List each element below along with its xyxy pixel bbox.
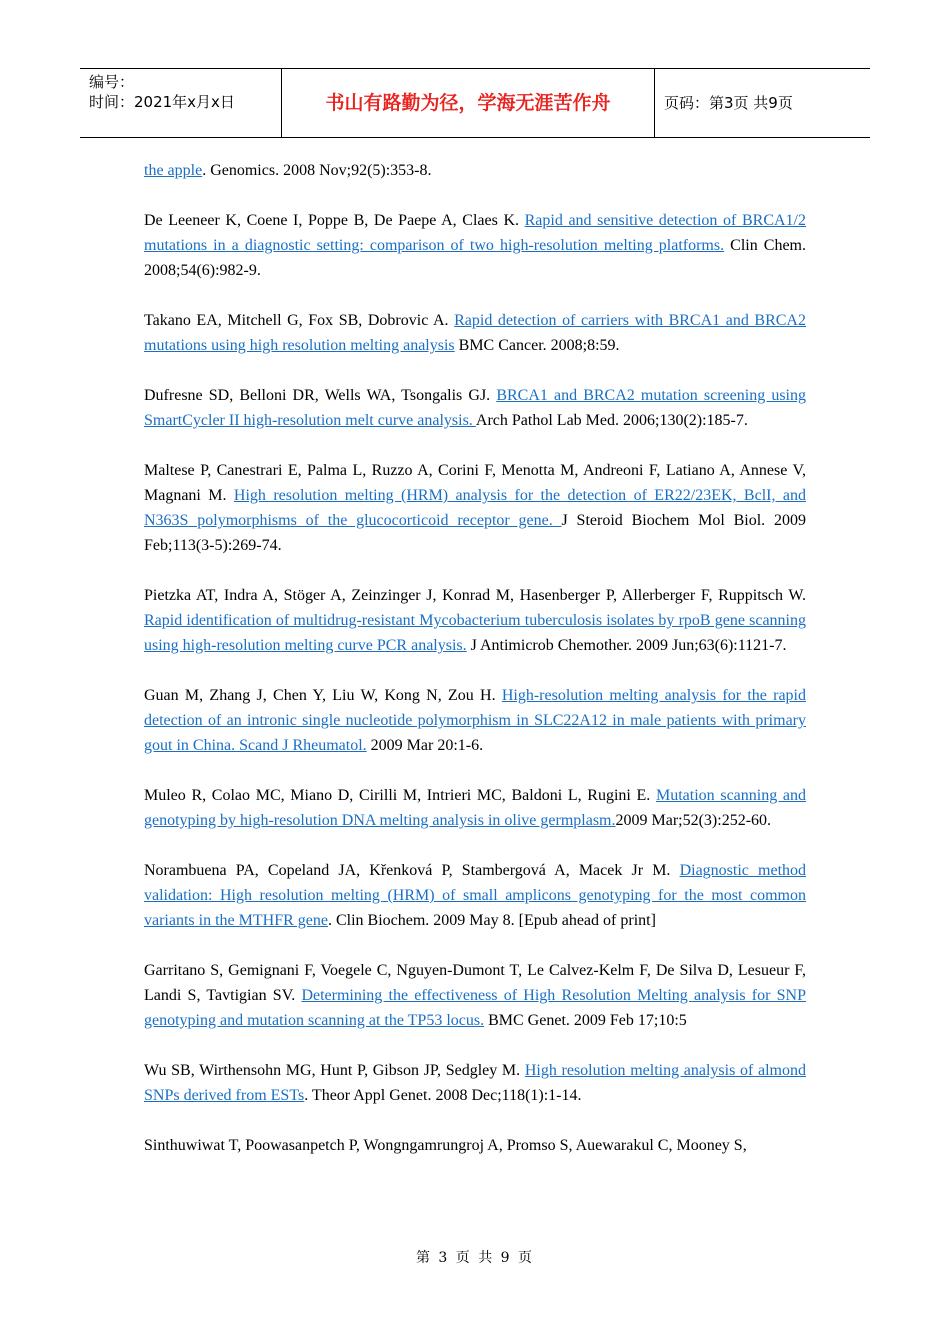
reference-link[interactable]: High resolution melting (HRM) analysis for the detection of ER22/23EK, BclI, and N363S polymorphisms of the glucocorticoid receptor gene. (144, 487, 806, 529)
reference-link[interactable]: Rapid detection of carriers with BRCA1 and BRCA2 mutations using high resolution melting analysis (144, 312, 806, 354)
reference-item: Muleo R, Colao MC, Miano D, Cirilli M, Intrieri MC, Baldoni L, Rugini E. Mutation scanning and genotyping by high-resolution DNA melting analysis in olive germplasm.2009 Mar;52(3):252-60. (144, 787, 807, 829)
header-meta-cell (80, 69, 282, 137)
reference-link[interactable]: Mutation scanning and genotyping by high-resolution DNA melting analysis in olive germplasm. (144, 787, 807, 829)
page-header (80, 68, 870, 138)
reference-item: Wu SB, Wirthensohn MG, Hunt P, Gibson JP, Sedgley M. High resolution melting analysis of almond SNPs derived from ESTs. Theor Appl Genet. 2008 Dec;118(1):1-14. (144, 1062, 806, 1104)
reference-link[interactable]: Rapid and sensitive detection of BRCA1/2 mutations in a diagnostic setting: comparison of two high-resolution melting platforms. (144, 212, 807, 254)
reference-item: Pietzka AT, Indra A, Stöger A, Zeinzinger J, Konrad M, Hasenberger P, Allerberger F, Ruppitsch W. Rapid identification of multidrug-resistant Mycobacterium tuberculosis isolates by rpoB gene scanning using high-resolution melting curve PCR analysis. J Antimicrob Chemother. 2009 Jun;63(6):1121-7. (144, 587, 806, 654)
page-footer: 第 3 页 共 9 页 (415, 1250, 535, 1266)
header-page-info: 页码：第3页 共9页 (664, 94, 793, 112)
reference-list (144, 158, 806, 1183)
reference-link[interactable]: Diagnostic method validation: High resolution melting (HRM) of small amplicons genotyping for the most common variants in the MTHFR gene (144, 862, 807, 929)
reference-link[interactable]: High-resolution melting analysis for the rapid detection of an intronic single nucleotide polymorphism in SLC22A12 in male patients with primary gout in China. Scand J Rheumatol. (144, 687, 806, 754)
reference-link[interactable]: the apple (144, 162, 203, 179)
reference-item: Norambuena PA, Copeland JA, Křenková P, Stambergová A, Macek Jr M. Diagnostic method validation: High resolution melting (HRM) of small amplicons genotyping for the most common variants in the MTHFR gene. Clin Biochem. 2009 May 8. [Epub ahead of print] (144, 862, 807, 929)
reference-link[interactable]: BRCA1 and BRCA2 mutation screening using SmartCycler II high-resolution melt curve analysis. (144, 387, 806, 429)
reference-item: the apple. Genomics. 2008 Nov;92(5):353-8. (144, 162, 432, 179)
reference-item: De Leeneer K, Coene I, Poppe B, De Paepe A, Claes K. Rapid and sensitive detection of BRCA1/2 mutations in a diagnostic setting: comparison of two high-resolution melting platforms. Clin Chem. 2008;54(6):982-9. (144, 212, 807, 279)
reference-item: Takano EA, Mitchell G, Fox SB, Dobrovic A. Rapid detection of carriers with BRCA1 and BRCA2 mutations using high resolution melting analysis BMC Cancer. 2008;8:59. (144, 312, 806, 354)
reference-item: Garritano S, Gemignani F, Voegele C, Nguyen-Dumont T, Le Calvez-Kelm F, De Silva D, Lesueur F, Landi S, Tavtigian SV. Determining the effectiveness of High Resolution Melting analysis for SNP genotyping and mutation scanning at the TP53 locus. BMC Genet. 2009 Feb 17;10:5 (144, 962, 807, 1029)
reference-link[interactable]: High resolution melting analysis of almond SNPs derived from ESTs (144, 1062, 806, 1104)
reference-item: Guan M, Zhang J, Chen Y, Liu W, Kong N, Zou H. High-resolution melting analysis for the rapid detection of an intronic single nucleotide polymorphism in SLC22A12 in male patients with primary gout in China. Scand J Rheumatol. 2009 Mar 20:1-6. (144, 687, 806, 754)
reference-link[interactable]: Determining the effectiveness of High Resolution Melting analysis for SNP genotyping and mutation scanning at the TP53 locus. (144, 987, 807, 1029)
reference-item: Dufresne SD, Belloni DR, Wells WA, Tsongalis GJ. BRCA1 and BRCA2 mutation screening using SmartCycler II high-resolution melt curve analysis. Arch Pathol Lab Med. 2006;130(2):185-7. (144, 387, 806, 429)
reference-item: Sinthuwiwat T, Poowasanpetch P, Wongngamrungroj A, Promso S, Auewarakul C, Mooney S, (144, 1137, 747, 1154)
header-motto: 书山有路勤为径，学海无涯苦作舟 (282, 69, 655, 137)
doc-date-label: 时间：2021年x月x日 (89, 93, 235, 111)
doc-code-label: 编号： (89, 73, 135, 91)
reference-item: Maltese P, Canestrari E, Palma L, Ruzzo A, Corini F, Menotta M, Andreoni F, Latiano A, Annese V, Magnani M. High resolution melting (HRM) analysis for the detection of ER22/23EK, BclI, and N363S polymorphisms of the glucocorticoid receptor gene. J Steroid Biochem Mol Biol. 2009 Feb;113(3-5):269-74. (144, 462, 806, 554)
reference-link[interactable]: Rapid identification of multidrug-resistant Mycobacterium tuberculosis isolates by rpoB gene scanning using high-resolution melting curve PCR analysis. (144, 612, 806, 654)
